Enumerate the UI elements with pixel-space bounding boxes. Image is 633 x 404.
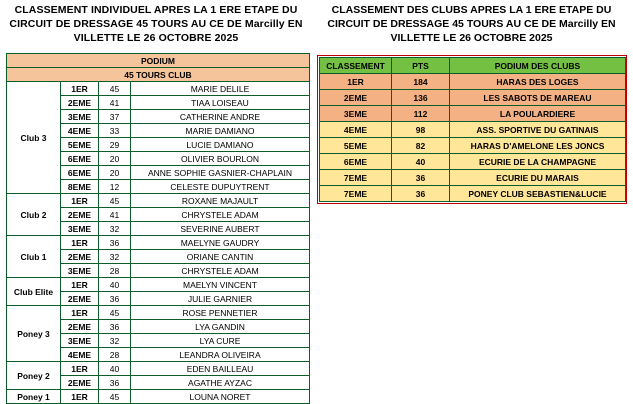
rider-points: 36	[99, 320, 131, 334]
club-name: HARAS DES LOGES	[450, 74, 626, 90]
rider-points: 45	[99, 390, 131, 404]
category-label: Club 1	[7, 236, 61, 278]
rider-points: 45	[99, 306, 131, 320]
rider-points: 32	[99, 222, 131, 236]
club-points: 184	[392, 74, 450, 90]
rider-points: 36	[99, 292, 131, 306]
rider-points: 40	[99, 362, 131, 376]
column-header-podium-clubs: PODIUM DES CLUBS	[450, 58, 626, 74]
club-name: PONEY CLUB SEBASTIEN&LUCIE	[450, 186, 626, 202]
club-ranking-head	[320, 58, 626, 74]
club-rank: 7EME	[320, 170, 392, 186]
table-row	[320, 106, 626, 122]
rider-rank: 2EME	[61, 320, 99, 334]
rider-points: 36	[99, 376, 131, 390]
rider-name: MARIE DAMIANO	[131, 124, 310, 138]
rider-points: 41	[99, 208, 131, 222]
rider-name: MAELYNE GAUDRY	[131, 236, 310, 250]
rider-name: LYA GANDIN	[131, 320, 310, 334]
rider-rank: 4EME	[61, 348, 99, 362]
rider-name: LOUNA NORET	[131, 390, 310, 404]
podium-header-row	[7, 54, 310, 68]
rider-name: AGATHE AYZAC	[131, 376, 310, 390]
rider-name: EDEN BAILLEAU	[131, 362, 310, 376]
rider-points: 36	[99, 236, 131, 250]
table-row	[320, 138, 626, 154]
rider-rank: 1ER	[61, 362, 99, 376]
rider-points: 40	[99, 278, 131, 292]
club-name: ECURIE DE LA CHAMPAGNE	[450, 154, 626, 170]
category-label: Poney 3	[7, 306, 61, 362]
category-label: Poney 1	[7, 390, 61, 404]
rider-name: CHRYSTELE ADAM	[131, 264, 310, 278]
rider-rank: 3EME	[61, 222, 99, 236]
table-row	[320, 90, 626, 106]
rider-name: SEVERINE AUBERT	[131, 222, 310, 236]
table-row	[320, 186, 626, 202]
club-name: LA POULARDIERE	[450, 106, 626, 122]
club-points: 112	[392, 106, 450, 122]
rider-rank: 2EME	[61, 208, 99, 222]
club-points: 136	[392, 90, 450, 106]
table-row	[320, 170, 626, 186]
rider-name: JULIE GARNIER	[131, 292, 310, 306]
rider-name: ROSE PENNETIER	[131, 306, 310, 320]
rider-rank: 2EME	[61, 292, 99, 306]
table-row	[7, 236, 310, 250]
rider-rank: 1ER	[61, 194, 99, 208]
rider-name: OLIVIER BOURLON	[131, 152, 310, 166]
rider-rank: 6EME	[61, 166, 99, 180]
rider-name: MAELYN VINCENT	[131, 278, 310, 292]
table-row	[7, 278, 310, 292]
club-rank: 7EME	[320, 186, 392, 202]
rider-name: ANNE SOPHIE GASNIER-CHAPLAIN	[131, 166, 310, 180]
table-row	[7, 390, 310, 404]
rider-points: 12	[99, 180, 131, 194]
rider-name: ORIANE CANTIN	[131, 250, 310, 264]
club-ranking-frame	[317, 55, 627, 204]
rider-rank: 1ER	[61, 390, 99, 404]
category-label: Club 3	[7, 82, 61, 194]
rider-rank: 4EME	[61, 124, 99, 138]
rider-name: LEANDRA OLIVEIRA	[131, 348, 310, 362]
rider-points: 45	[99, 194, 131, 208]
club-name: ASS. SPORTIVE DU GATINAIS	[450, 122, 626, 138]
table-row	[320, 122, 626, 138]
rider-points: 28	[99, 348, 131, 362]
club-points: 98	[392, 122, 450, 138]
club-points: 36	[392, 170, 450, 186]
individual-ranking-table	[6, 53, 310, 404]
club-ranking-header-row	[320, 58, 626, 74]
club-points: 40	[392, 154, 450, 170]
column-header-classement: CLASSEMENT	[320, 58, 392, 74]
category-label: Club Elite	[7, 278, 61, 306]
club-ranking-table	[319, 57, 626, 202]
rider-rank: 1ER	[61, 306, 99, 320]
rider-rank: 2EME	[61, 250, 99, 264]
rider-points: 20	[99, 152, 131, 166]
rider-points: 41	[99, 96, 131, 110]
rider-points: 29	[99, 138, 131, 152]
rider-rank: 1ER	[61, 236, 99, 250]
club-name: LES SABOTS DE MAREAU	[450, 90, 626, 106]
rider-rank: 2EME	[61, 376, 99, 390]
rider-rank: 1ER	[61, 278, 99, 292]
club-ranking-title: CLASSEMENT DES CLUBS APRES LA 1 ERE ETAPE DU CIRCUIT DE DRESSAGE 45 TOURS AU CE DE Marcilly EN VILLETTE LE 26 OCTOBRE 2025	[327, 4, 616, 44]
club-ranking-panel	[312, 0, 633, 400]
rider-rank: 3EME	[61, 110, 99, 124]
club-name: HARAS D'AMELONE LES JONCS	[450, 138, 626, 154]
club-rank: 2EME	[320, 90, 392, 106]
column-header-pts: PTS	[392, 58, 450, 74]
rider-points: 45	[99, 82, 131, 96]
rider-rank: 8EME	[61, 180, 99, 194]
club-rank: 6EME	[320, 154, 392, 170]
rider-name: CATHERINE ANDRE	[131, 110, 310, 124]
rider-points: 20	[99, 166, 131, 180]
rider-name: LUCIE DAMIANO	[131, 138, 310, 152]
rider-name: MARIE DELILE	[131, 82, 310, 96]
club-points: 36	[392, 186, 450, 202]
category-label: Poney 2	[7, 362, 61, 390]
rider-name: TIAA LOISEAU	[131, 96, 310, 110]
rider-points: 32	[99, 334, 131, 348]
podium-subheader-label: 45 TOURS CLUB	[7, 68, 310, 82]
rider-rank: 1ER	[61, 82, 99, 96]
rider-rank: 3EME	[61, 334, 99, 348]
podium-subheader-row	[7, 68, 310, 82]
rider-points: 33	[99, 124, 131, 138]
rider-name: CHRYSTELE ADAM	[131, 208, 310, 222]
individual-ranking-body	[7, 54, 310, 404]
club-rank: 5EME	[320, 138, 392, 154]
club-rank: 1ER	[320, 74, 392, 90]
club-ranking-body	[320, 74, 626, 202]
table-row	[7, 82, 310, 96]
rider-points: 28	[99, 264, 131, 278]
podium-header-label: PODIUM	[7, 54, 310, 68]
individual-ranking-panel	[0, 0, 312, 400]
rider-rank: 6EME	[61, 152, 99, 166]
club-rank: 3EME	[320, 106, 392, 122]
individual-ranking-title: CLASSEMENT INDIVIDUEL APRES LA 1 ERE ETAPE DU CIRCUIT DE DRESSAGE 45 TOURS AU CE DE Marcilly EN VILLETTE LE 26 OCTOBRE 2025	[9, 4, 303, 44]
rider-rank: 5EME	[61, 138, 99, 152]
table-row	[7, 362, 310, 376]
table-row	[7, 194, 310, 208]
rider-name: CELESTE DUPUYTRENT	[131, 180, 310, 194]
rider-points: 37	[99, 110, 131, 124]
club-points: 82	[392, 138, 450, 154]
rider-name: LYA CURE	[131, 334, 310, 348]
rider-name: ROXANE MAJAULT	[131, 194, 310, 208]
rider-points: 32	[99, 250, 131, 264]
rider-rank: 3EME	[61, 264, 99, 278]
club-rank: 4EME	[320, 122, 392, 138]
category-label: Club 2	[7, 194, 61, 236]
table-row	[320, 74, 626, 90]
club-name: ECURIE DU MARAIS	[450, 170, 626, 186]
table-row	[320, 154, 626, 170]
rider-rank: 2EME	[61, 96, 99, 110]
table-row	[7, 306, 310, 320]
